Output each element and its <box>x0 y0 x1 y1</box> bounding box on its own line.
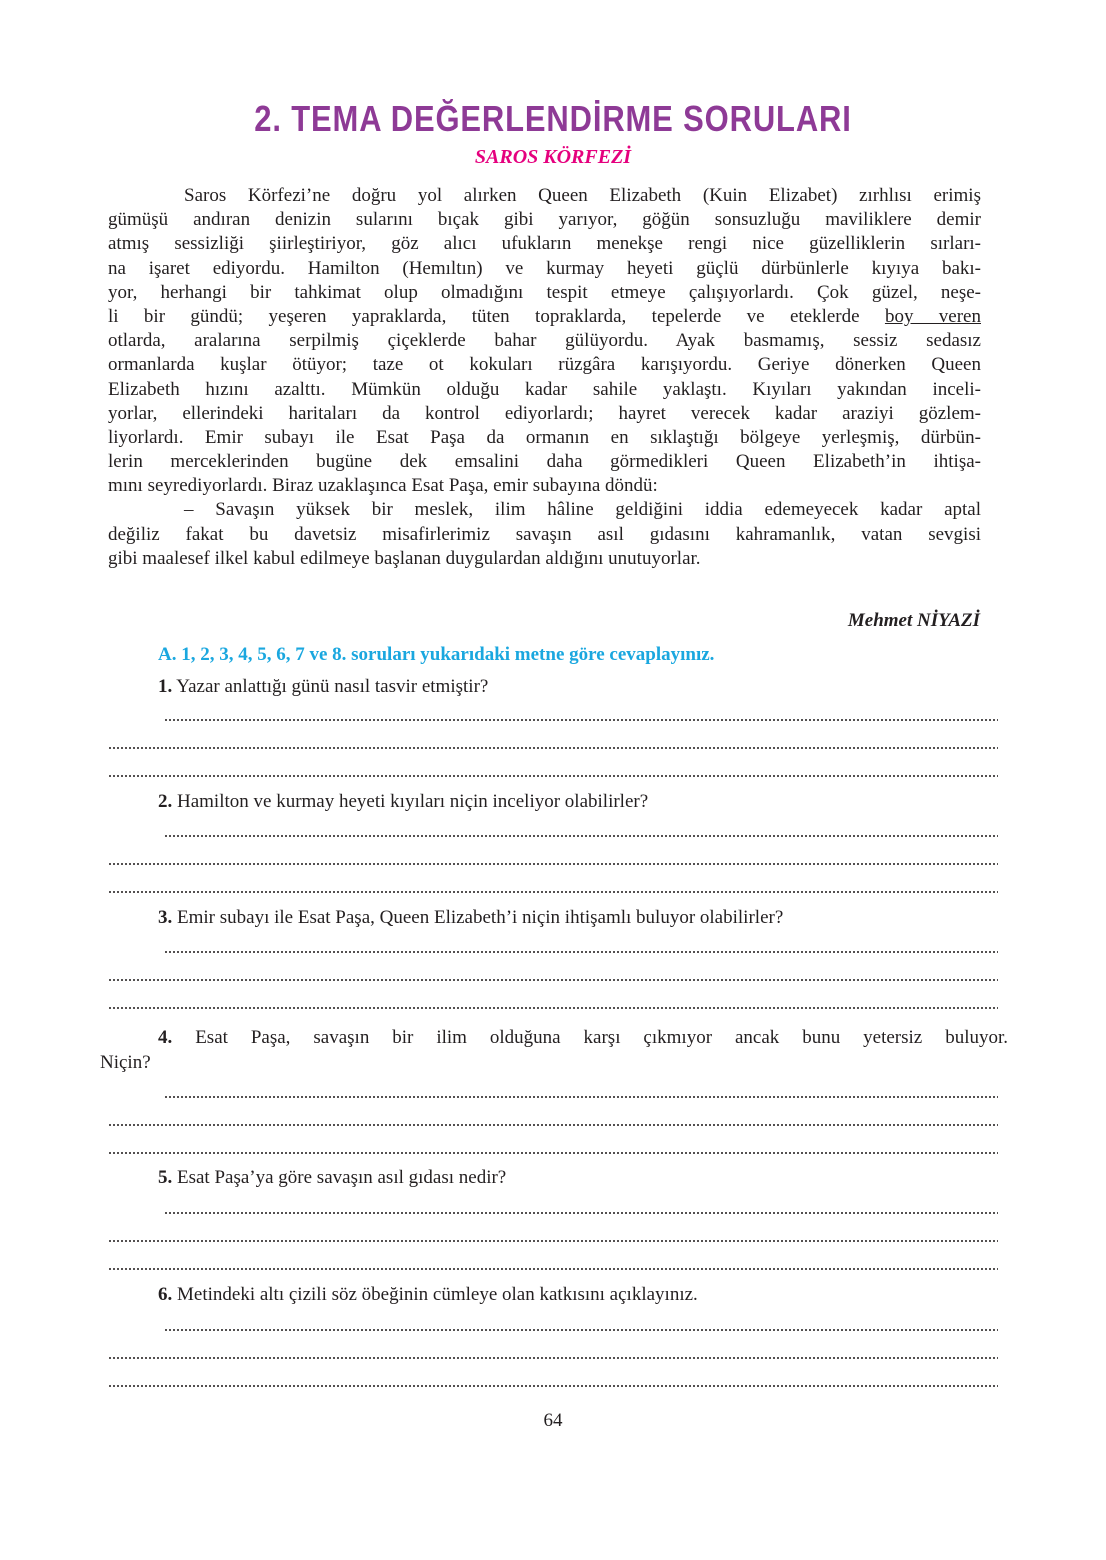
question-4 <box>100 1025 1008 1075</box>
answer-line[interactable] <box>108 891 998 893</box>
passage-line: na işaret ediyordu. Hamilton (Hemıltın) ve kurmay heyeti güçlü dürbünlerle kıyıya bakı- <box>108 257 981 279</box>
answer-line[interactable] <box>108 1268 998 1270</box>
section-instruction: A. 1, 2, 3, 4, 5, 6, 7 ve 8. soruları yukarıdaki metne göre cevaplayınız. <box>158 644 715 665</box>
answer-line[interactable] <box>164 1096 998 1098</box>
answer-line[interactable] <box>108 1357 998 1359</box>
passage-line: ormanlarda kuşlar ötüyor; taze ot kokuları rüzgâra karışıyordu. Geriye dönerken Queen <box>108 354 981 376</box>
answer-line[interactable] <box>108 1240 998 1242</box>
answer-line[interactable] <box>164 951 998 953</box>
answer-line[interactable] <box>108 775 998 777</box>
answer-line[interactable] <box>108 1124 998 1126</box>
reading-passage <box>108 184 981 571</box>
passage-line: Elizabeth hızını azalttı. Mümkün olduğu kadar sahile yaklaştı. Kıyıları yakından inceli- <box>108 378 981 400</box>
question-3 <box>158 907 783 929</box>
question-6 <box>158 1284 698 1306</box>
passage-line: yor, herhangi bir tahkimat olup olmadığını tespit etmeye çalışıyorlardı. Çok güzel, neşe- <box>108 281 981 303</box>
question-text: Emir subayı ile Esat Paşa, Queen Elizabeth’i niçin ihtişamlı buluyor olabilirler? <box>172 907 784 928</box>
question-number: 2. <box>158 791 173 812</box>
passage-line: atmış sessizliği şiirleştiriyor, göz alıcı ufukların menekşe rengi nice güzelliklerin sırları- <box>108 233 981 255</box>
question-text-continued: Niçin? <box>100 1052 151 1073</box>
question-text: Hamilton ve kurmay heyeti kıyıları niçin inceliyor olabilirler? <box>172 791 649 812</box>
question-number: 5. <box>158 1167 173 1188</box>
passage-line: mını seyrediyorlardı. Biraz uzaklaşınca Esat Paşa, emir subayına döndü: <box>108 475 658 497</box>
question-5 <box>158 1167 506 1189</box>
passage-line: Saros Körfezi’ne doğru yol alırken Queen Elizabeth (Kuin Elizabet) zırhlısı erimiş <box>184 185 981 206</box>
answer-line[interactable] <box>108 863 998 865</box>
question-text: Esat Paşa’ya göre savaşın asıl gıdası nedir? <box>172 1167 507 1188</box>
answer-line[interactable] <box>164 1329 998 1331</box>
answer-line[interactable] <box>164 835 998 837</box>
answer-line[interactable] <box>108 1385 998 1387</box>
passage-line: değiliz fakat bu davetsiz misafirlerimiz savaşın asıl gıdasını kahramanlık, vatan sevgisi <box>108 523 981 545</box>
passage-line-text: li bir gündü; yeşeren yapraklarda, tüten topraklarda, tepelerde ve eteklerde <box>108 305 860 327</box>
question-2 <box>158 791 648 813</box>
passage-title: SAROS KÖRFEZİ <box>474 146 632 168</box>
answer-line[interactable] <box>108 747 998 749</box>
page-title: 2. TEMA DEĞERLENDİRME SORULARI <box>254 98 852 139</box>
answer-line[interactable] <box>108 1152 998 1154</box>
answer-line[interactable] <box>108 979 998 981</box>
underlined-phrase: boy veren <box>884 305 981 327</box>
question-number: 4. <box>158 1027 173 1048</box>
passage-line: gibi maalesef ilkel kabul edilmeye başlanan duygulardan aldığını unutuyorlar. <box>108 547 701 569</box>
question-text: Metindeki altı çizili söz öbeğinin cümleye olan katkısını açıklayınız. <box>172 1284 698 1305</box>
author-name: Mehmet NİYAZİ <box>847 610 980 631</box>
page-number: 64 <box>543 1410 563 1431</box>
passage-line: liyorlardı. Emir subayı ile Esat Paşa da ormanın en sıklaştığı bölgeye yerleşmiş, dürbün- <box>108 426 981 448</box>
answer-line[interactable] <box>164 1212 998 1214</box>
answer-line[interactable] <box>108 1007 998 1009</box>
passage-line: lerin merceklerinden bugüne dek emsalini daha görmedikleri Queen Elizabeth’in ihtişa- <box>108 451 981 473</box>
question-number: 1. <box>158 676 173 697</box>
answer-line[interactable] <box>164 719 998 721</box>
question-1 <box>158 676 488 698</box>
passage-line <box>108 305 981 329</box>
question-number: 6. <box>158 1284 173 1305</box>
question-text: Esat Paşa, savaşın bir ilim olduğuna karşı çıkmıyor ancak bunu yetersiz buluyor. <box>172 1027 1008 1048</box>
passage-line: otlarda, aralarına serpilmiş çiçeklerde bahar gülüyordu. Ayak basmamış, sessiz sedasız <box>108 330 981 352</box>
question-number: 3. <box>158 907 173 928</box>
passage-line: – Savaşın yüksek bir meslek, ilim hâline geldiğini iddia edemeyecek kadar aptal <box>184 499 981 521</box>
passage-line: yorlar, ellerindeki haritaları da kontrol ediyorlardı; hayret verecek kadar araziyi gözlem- <box>108 402 981 424</box>
passage-line: gümüşü andıran denizin sularını bıçak gibi yarıyor, göğün sonsuzluğu maviliklere demir <box>108 209 981 231</box>
question-text: Yazar anlattığı günü nasıl tasvir etmiştir? <box>172 676 489 697</box>
